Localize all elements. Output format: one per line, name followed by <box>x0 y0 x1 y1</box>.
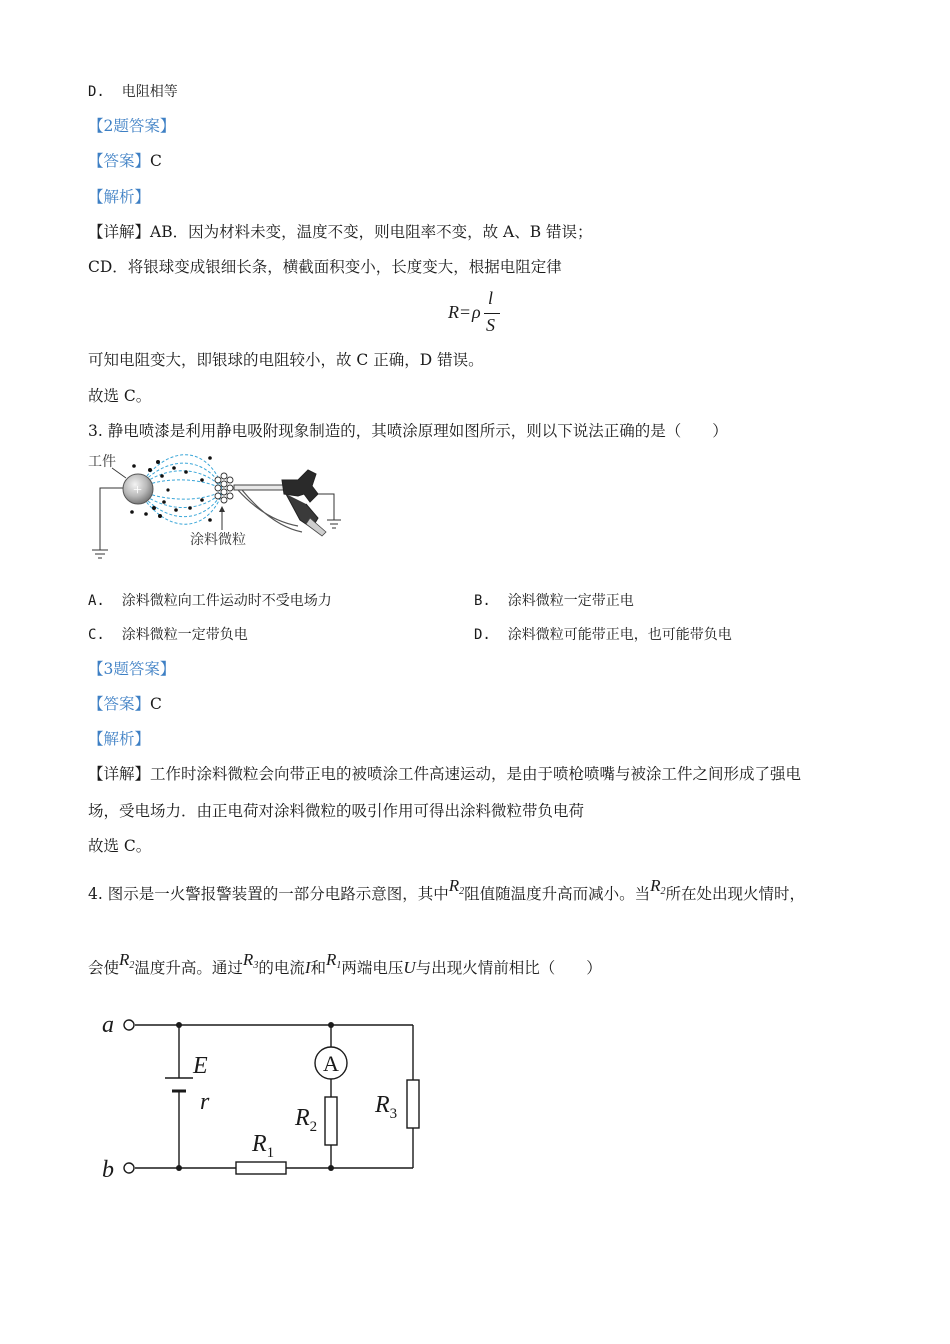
r2-symbol: $R_2$ <box>650 876 666 897</box>
spray-painting-figure <box>86 450 356 570</box>
q3-final: 故选 C。 <box>88 837 152 855</box>
formula-denominator: S <box>486 315 495 335</box>
resistor-r2 <box>325 1097 337 1145</box>
q3-option-b: B. 涂料微粒一定带正电 <box>474 593 634 609</box>
q3-option-a: A. 涂料微粒向工件运动时不受电场力 <box>88 593 332 609</box>
junction-dot <box>328 1165 334 1171</box>
circuit-diagram <box>96 1005 426 1190</box>
formula-rho: ρ <box>472 302 481 322</box>
q3-detail-line2: 场，受电场力．由正电荷对涂料微粒的吸引作用可得出涂料微粒带负电荷 <box>88 802 585 820</box>
formula-eq: = <box>460 302 471 322</box>
resistance-formula <box>446 290 516 338</box>
q4-stem-line1 <box>88 876 806 910</box>
q4-stem-line2: 会使$R_2$温度升高。通过$R_3$的电流I和$R_1$两端电压U与出现火情前相比（ ） <box>88 950 602 977</box>
q3-option-c: C. 涂料微粒一定带负电 <box>88 627 248 643</box>
detail-text: 工作时涂料微粒会向带正电的被喷涂工件高速运动，是由于喷枪喷嘴与被涂工件之间形成了强电 <box>150 765 802 783</box>
answer-label: 【答案】 <box>88 695 151 713</box>
q2-conclusion: 可知电阻变大，即银球的电阻较小，故 C 正确，D 错误。 <box>88 351 484 369</box>
particle-label: 涂料微粒 <box>190 532 246 548</box>
junction-dot <box>328 1022 334 1028</box>
junction-dot <box>176 1165 182 1171</box>
q2-final: 故选 C。 <box>88 387 152 405</box>
q2-answer-line <box>88 151 162 171</box>
q2-cd-line: CD．将银球变成银细长条，横截面积变小，长度变大，根据电阻定律 <box>88 258 562 276</box>
emf-label: E <box>193 1053 208 1079</box>
r2-symbol: $R_2$ <box>119 950 135 971</box>
resistor-r1 <box>236 1162 286 1174</box>
plus-sign: + <box>133 482 143 499</box>
r3-label: $R_3$ <box>375 1092 398 1122</box>
r1-label: $R_1$ <box>252 1131 275 1161</box>
r2-label: $R_2$ <box>295 1105 318 1135</box>
workpiece-label: 工件 <box>88 454 116 470</box>
junction-dot <box>176 1022 182 1028</box>
formula-lhs: R <box>448 302 459 322</box>
current-symbol: I <box>304 958 311 977</box>
fraction-bar <box>484 313 500 314</box>
terminal-a <box>124 1020 134 1030</box>
detail-label: 【详解】 <box>88 223 151 241</box>
q2-option-d: D. 电阻相等 <box>88 84 178 100</box>
q3-stem: 3. 静电喷漆是利用静电吸附现象制造的，其喷涂原理如图所示，则以下说法正确的是（ ） <box>88 422 728 440</box>
stem-text: 4. 图示是一火警报警装置的一部分电路示意图，其中 <box>88 885 449 903</box>
stem-text: 阻值随温度升高而减小。当 <box>464 885 651 903</box>
terminal-a-label: a <box>102 1012 114 1038</box>
terminal-b-label: b <box>102 1157 114 1183</box>
q2-answer-header: 【2题答案】 <box>88 117 176 135</box>
answer-label: 【答案】 <box>88 152 151 170</box>
answer-value: C <box>150 152 162 170</box>
internal-resistance-label: r <box>200 1089 210 1115</box>
terminal-b <box>124 1163 134 1173</box>
q2-analysis-label: 【解析】 <box>88 188 151 206</box>
q3-answer-header: 【3题答案】 <box>88 660 176 678</box>
q2-detail-line <box>88 222 593 242</box>
formula-numerator: l <box>488 288 494 308</box>
r3-symbol: $R_3$ <box>242 950 259 971</box>
r2-symbol: $R_2$ <box>448 876 465 897</box>
q3-option-d: D. 涂料微粒可能带正电，也可能带负电 <box>474 627 732 643</box>
stem-text: 所在处出现火情时， <box>665 885 806 903</box>
q3-detail-line1 <box>88 764 801 784</box>
detail-text: AB．因为材料未变，温度不变，则电阻率不变，故 A、B 错误； <box>150 223 593 241</box>
q3-analysis-label: 【解析】 <box>88 730 151 748</box>
q3-answer-line <box>88 694 162 714</box>
ammeter-label: A <box>323 1051 339 1076</box>
spray-gun <box>234 470 326 536</box>
detail-label: 【详解】 <box>88 765 151 783</box>
voltage-symbol: U <box>403 958 416 977</box>
answer-value: C <box>150 695 162 713</box>
resistor-r3 <box>407 1080 419 1128</box>
r1-symbol: $R_1$ <box>326 950 342 971</box>
